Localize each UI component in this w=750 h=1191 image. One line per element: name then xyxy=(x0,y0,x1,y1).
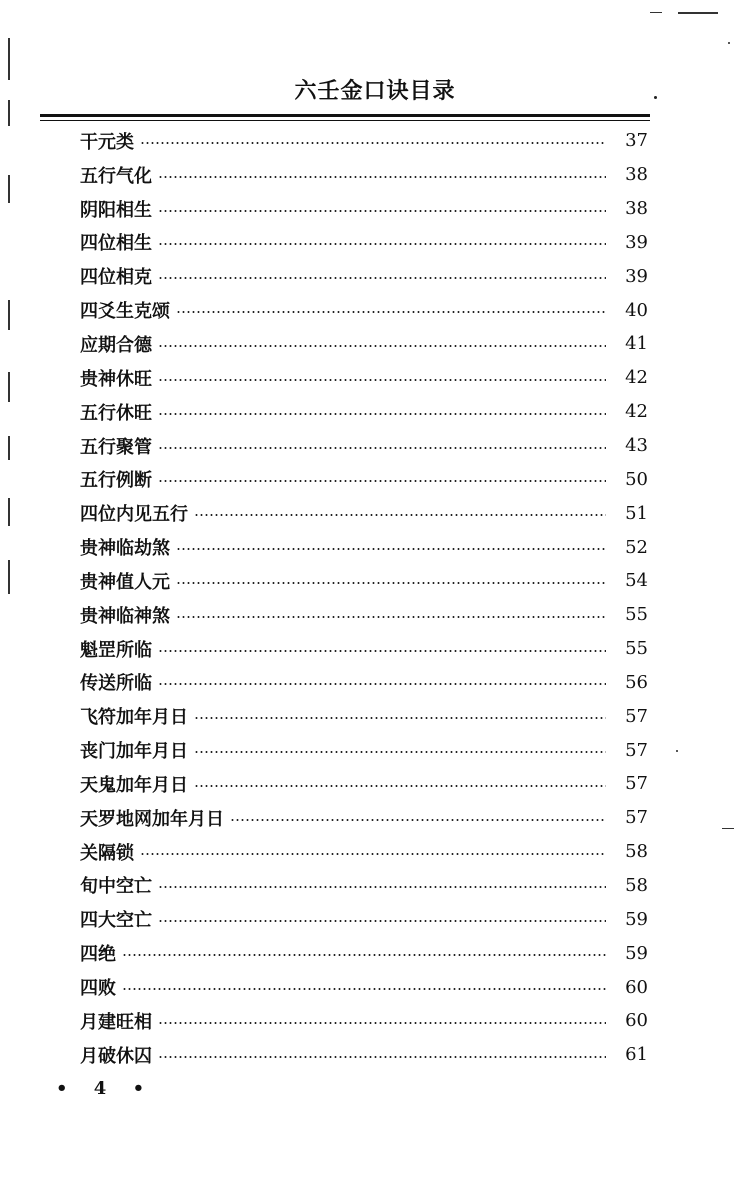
toc-dot-leader xyxy=(158,920,606,922)
toc-entry-page: 38 xyxy=(625,198,648,220)
toc-dot-leader xyxy=(158,277,606,279)
toc-entry-page: 57 xyxy=(625,739,648,761)
toc-dot-leader xyxy=(176,548,606,550)
toc-entry-page: 38 xyxy=(625,164,648,186)
toc-dot-leader xyxy=(176,582,606,584)
toc-dot-leader xyxy=(194,717,606,719)
toc-dot-leader xyxy=(158,413,606,415)
toc-entry-label: 月破休囚 xyxy=(80,1045,152,1067)
toc-dot-leader xyxy=(158,650,606,652)
toc-entry-label: 贵神临劫煞 xyxy=(80,538,170,560)
toc-entry-page: 42 xyxy=(625,401,648,423)
toc-entry-page: 42 xyxy=(625,367,648,389)
toc-entry-label: 旬中空亡 xyxy=(80,876,152,898)
toc-entry-page: 60 xyxy=(625,976,648,998)
toc-entry[interactable] xyxy=(80,564,648,598)
toc-entry[interactable] xyxy=(80,226,648,260)
toc-dot-leader xyxy=(158,243,606,245)
toc-entry-page: 60 xyxy=(625,1010,648,1032)
toc-entry-label: 四爻生克颂 xyxy=(80,301,170,323)
toc-entry-page: 59 xyxy=(625,942,648,964)
table-of-contents xyxy=(80,124,648,1072)
toc-entry-page: 56 xyxy=(625,671,648,693)
toc-entry[interactable] xyxy=(80,327,648,361)
toc-entry-label: 天鬼加年月日 xyxy=(80,774,188,796)
scan-artifact-line xyxy=(8,175,10,203)
toc-entry[interactable] xyxy=(80,395,648,429)
scan-artifact-line xyxy=(8,436,10,460)
toc-dot-leader xyxy=(158,1056,606,1058)
toc-entry-label: 丧门加年月日 xyxy=(80,741,188,763)
toc-entry[interactable] xyxy=(80,970,648,1004)
toc-entry-page: 58 xyxy=(625,874,648,896)
toc-entry-label: 五行聚管 xyxy=(80,436,152,458)
page-title: 六壬金口诀目录 xyxy=(294,78,456,104)
toc-entry[interactable] xyxy=(80,733,648,767)
toc-entry[interactable] xyxy=(80,429,648,463)
toc-entry[interactable] xyxy=(80,259,648,293)
toc-entry[interactable] xyxy=(80,158,648,192)
toc-entry-label: 传送所临 xyxy=(80,673,152,695)
toc-entry[interactable] xyxy=(80,293,648,327)
toc-entry[interactable] xyxy=(80,496,648,530)
toc-entry-page: 39 xyxy=(625,231,648,253)
toc-dot-leader xyxy=(140,142,606,144)
scan-artifact-line xyxy=(8,300,10,330)
toc-entry-page: 59 xyxy=(625,908,648,930)
toc-entry-label: 贵神临神煞 xyxy=(80,605,170,627)
toc-dot-leader xyxy=(140,853,606,855)
toc-entry-label: 飞符加年月日 xyxy=(80,707,188,729)
toc-entry-label: 五行休旺 xyxy=(80,402,152,424)
toc-entry-label: 关隔锁 xyxy=(80,842,134,864)
toc-entry-label: 五行气化 xyxy=(80,165,152,187)
toc-entry[interactable] xyxy=(80,835,648,869)
toc-dot-leader xyxy=(158,480,606,482)
toc-entry-page: 57 xyxy=(625,773,648,795)
toc-entry-label: 贵神休旺 xyxy=(80,368,152,390)
toc-entry[interactable] xyxy=(80,902,648,936)
toc-entry[interactable] xyxy=(80,801,648,835)
toc-entry-label: 天罗地网加年月日 xyxy=(80,808,224,830)
toc-entry[interactable] xyxy=(80,462,648,496)
toc-dot-leader xyxy=(230,819,606,821)
toc-entry-page: 39 xyxy=(625,265,648,287)
header-rule-thin xyxy=(40,120,650,121)
scan-artifact-line xyxy=(8,560,10,594)
toc-dot-leader xyxy=(158,176,606,178)
toc-entry[interactable] xyxy=(80,192,648,226)
toc-dot-leader xyxy=(122,954,606,956)
toc-entry[interactable] xyxy=(80,666,648,700)
scan-artifact-line xyxy=(8,498,10,526)
toc-dot-leader xyxy=(158,1022,606,1024)
toc-entry-label: 月建旺相 xyxy=(80,1011,152,1033)
toc-dot-leader xyxy=(158,379,606,381)
toc-entry[interactable] xyxy=(80,1004,648,1038)
toc-dot-leader xyxy=(158,345,606,347)
toc-entry-label: 干元类 xyxy=(80,131,134,153)
toc-dot-leader xyxy=(158,886,606,888)
toc-entry-label: 四败 xyxy=(80,978,116,1000)
toc-entry-page: 54 xyxy=(625,570,648,592)
toc-entry-page: 43 xyxy=(625,435,648,457)
toc-dot-leader xyxy=(158,683,606,685)
toc-entry-label: 四绝 xyxy=(80,944,116,966)
toc-dot-leader xyxy=(194,785,606,787)
toc-entry-label: 魁罡所临 xyxy=(80,639,152,661)
toc-entry-page: 51 xyxy=(625,502,648,524)
toc-entry[interactable] xyxy=(80,869,648,903)
page-number: • 4 • xyxy=(56,1078,155,1099)
toc-entry-label: 四位内见五行 xyxy=(80,504,188,526)
toc-entry-label: 贵神值人元 xyxy=(80,571,170,593)
toc-dot-leader xyxy=(194,751,606,753)
toc-entry-page: 57 xyxy=(625,705,648,727)
scan-artifact-line xyxy=(678,12,718,14)
toc-entry-page: 52 xyxy=(625,536,648,558)
toc-entry-label: 阴阳相生 xyxy=(80,199,152,221)
toc-entry-page: 55 xyxy=(625,638,648,660)
scan-artifact-speck xyxy=(728,42,730,44)
toc-dot-leader xyxy=(176,616,606,618)
toc-entry[interactable] xyxy=(80,767,648,801)
toc-entry-page: 40 xyxy=(625,299,648,321)
toc-entry-label: 四位相克 xyxy=(80,267,152,289)
toc-entry-label: 四位相生 xyxy=(80,233,152,255)
toc-entry-page: 61 xyxy=(625,1044,648,1066)
toc-entry-page: 58 xyxy=(625,841,648,863)
toc-dot-leader xyxy=(158,210,606,212)
toc-entry[interactable] xyxy=(80,124,648,158)
toc-entry[interactable] xyxy=(80,361,648,395)
header-rule-thick xyxy=(40,114,650,117)
toc-entry-label: 五行例断 xyxy=(80,470,152,492)
scan-artifact-line xyxy=(650,12,662,13)
toc-entry-label: 四大空亡 xyxy=(80,910,152,932)
toc-entry-label: 应期合德 xyxy=(80,334,152,356)
toc-entry[interactable] xyxy=(80,598,648,632)
toc-dot-leader xyxy=(194,514,606,516)
toc-entry-page: 41 xyxy=(625,333,648,355)
scan-artifact-line xyxy=(8,372,10,402)
toc-dot-leader xyxy=(158,447,606,449)
toc-entry-page: 50 xyxy=(625,468,648,490)
toc-entry-page: 57 xyxy=(625,807,648,829)
toc-entry[interactable] xyxy=(80,530,648,564)
toc-dot-leader xyxy=(176,311,606,313)
toc-entry-page: 37 xyxy=(625,130,648,152)
toc-entry-page: 55 xyxy=(625,604,648,626)
toc-entry[interactable] xyxy=(80,699,648,733)
toc-entry[interactable] xyxy=(80,1038,648,1072)
toc-dot-leader xyxy=(122,988,606,990)
scan-artifact-speck xyxy=(676,750,678,752)
toc-entry[interactable] xyxy=(80,632,648,666)
scan-artifact-line xyxy=(722,828,734,829)
toc-entry[interactable] xyxy=(80,936,648,970)
